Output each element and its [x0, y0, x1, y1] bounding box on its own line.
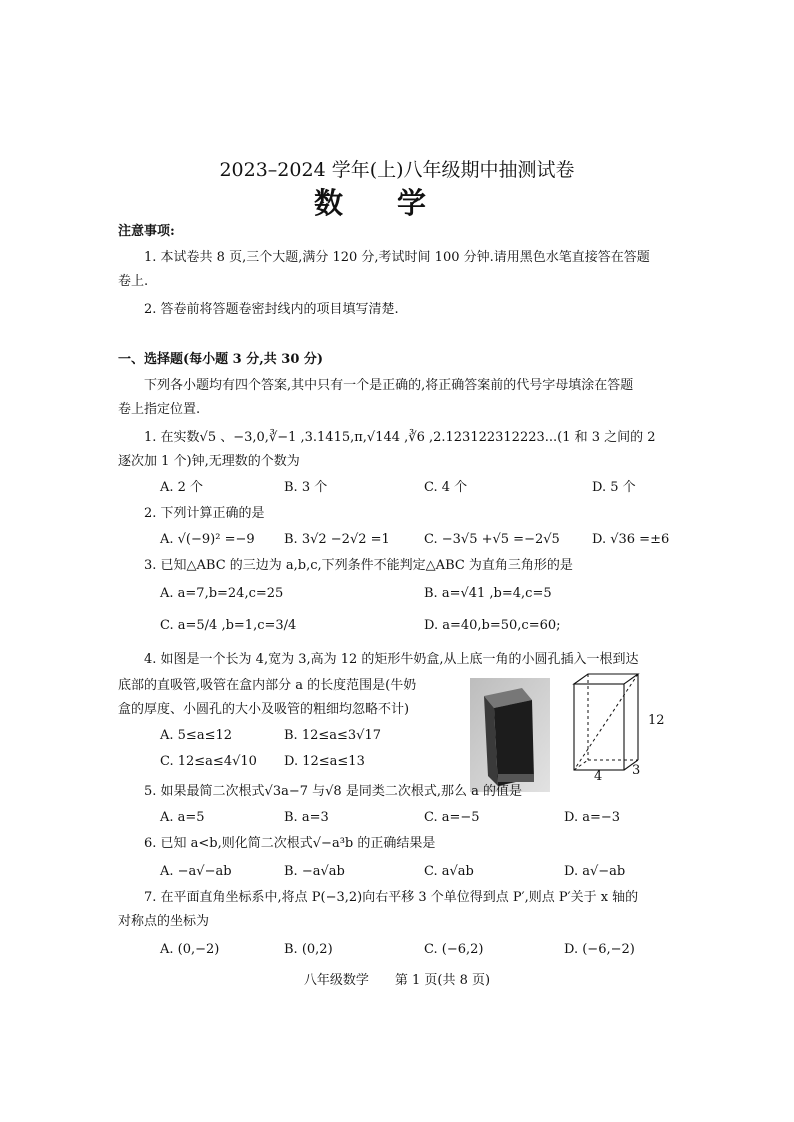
notes-item-1-line-2: 卷上. — [118, 274, 149, 289]
q5-option-a: A. a=5 — [160, 810, 205, 825]
q6-option-b: B. −a√ab — [284, 864, 345, 879]
notes-item-2: 2. 答卷前将答题卷密封线内的项目填写清楚. — [144, 302, 399, 317]
section-1-intro-line-2: 卷上指定位置. — [118, 402, 201, 417]
q6-stem: 6. 已知 a<b,则化简二次根式√−a³b 的正确结果是 — [144, 836, 436, 851]
q3-stem: 3. 已知△ABC 的三边为 a,b,c,下列条件不能判定△ABC 为直角三角形的是 — [144, 558, 573, 573]
q1-option-a: A. 2 个 — [160, 480, 204, 495]
q4-stem-line-3: 盒的厚度、小圆孔的大小及吸管的粗细均忽略不计) — [118, 702, 410, 717]
q7-stem-line-1: 7. 在平面直角坐标系中,将点 P(−3,2)向右平移 3 个单位得到点 P′,则点 P′关于 x 轴的 — [144, 890, 639, 905]
q4-option-d: D. 12≤a≤13 — [284, 754, 365, 769]
q2-option-b: B. 3√2 −2√2 =1 — [284, 532, 390, 547]
q7-option-d: D. (−6,−2) — [564, 942, 635, 957]
section-1-heading: 一、选择题(每小题 3 分,共 30 分) — [118, 352, 324, 367]
q4-stem-line-2: 底部的直吸管,吸管在盒内部分 a 的长度范围是(牛奶 — [118, 678, 417, 693]
milk-carton-photo — [470, 678, 550, 792]
box-hidden-left-edge — [574, 760, 588, 770]
straw-diagonal — [574, 674, 638, 770]
q1-option-d: D. 5 个 — [592, 480, 636, 495]
subject-title: 数学 — [313, 186, 480, 220]
q1-stem-line-1: 1. 在实数√5 、−3,0,∛−1 ,3.1415,π,√144 ,∛6 ,2.123122312223...(1 和 3 之间的 2 — [144, 430, 656, 445]
q3-option-c: C. a=5/4 ,b=1,c=3/4 — [160, 618, 297, 633]
q4-option-b: B. 12≤a≤3√17 — [284, 728, 381, 743]
q3-option-b: B. a=√41 ,b=4,c=5 — [424, 586, 552, 601]
notes-item-1-line-1: 1. 本试卷共 8 页,三个大题,满分 120 分,考试时间 100 分钟.请用黑色水笔直接答在答题 — [144, 250, 650, 265]
box-figure — [568, 670, 668, 780]
q4-option-c: C. 12≤a≤4√10 — [160, 754, 257, 769]
label-length: 4 — [594, 769, 603, 780]
q2-option-d: D. √36 =±6 — [592, 532, 670, 547]
q2-stem: 2. 下列计算正确的是 — [144, 506, 265, 521]
q5-stem: 5. 如果最简二次根式√3a−7 与√8 是同类二次根式,那么 a 的值是 — [144, 784, 522, 799]
q5-option-c: C. a=−5 — [424, 810, 480, 825]
q6-option-a: A. −a√−ab — [160, 864, 232, 879]
page-footer: 八年级数学 第 1 页(共 8 页) — [303, 973, 491, 988]
q3-option-d: D. a=40,b=50,c=60; — [424, 618, 561, 633]
q6-option-c: C. a√ab — [424, 864, 474, 879]
q4-stem-line-1: 4. 如图是一个长为 4,宽为 3,高为 12 的矩形牛奶盒,从上底一角的小圆孔插入一根到达 — [144, 652, 639, 667]
box-front-face — [574, 684, 624, 770]
q7-option-c: C. (−6,2) — [424, 942, 484, 957]
box-top-face — [574, 674, 638, 684]
exam-title: 2023–2024 学年(上)八年级期中抽测试卷 — [219, 159, 575, 181]
q2-option-a: A. √(−9)² =−9 — [160, 532, 255, 547]
q6-option-d: D. a√−ab — [564, 864, 626, 879]
notes-heading: 注意事项: — [118, 224, 175, 239]
q5-option-d: D. a=−3 — [564, 810, 621, 825]
label-width: 3 — [632, 763, 641, 778]
q1-stem-line-2: 逐次加 1 个)钟,无理数的个数为 — [118, 454, 300, 469]
q2-option-c: C. −3√5 +√5 =−2√5 — [424, 532, 560, 547]
q1-option-b: B. 3 个 — [284, 480, 328, 495]
q7-stem-line-2: 对称点的坐标为 — [118, 914, 210, 929]
q4-option-a: A. 5≤a≤12 — [160, 728, 233, 743]
q3-option-a: A. a=7,b=24,c=25 — [160, 586, 284, 601]
q7-option-a: A. (0,−2) — [160, 942, 220, 957]
section-1-intro-line-1: 下列各小题均有四个答案,其中只有一个是正确的,将正确答案前的代号字母填涂在答题 — [144, 378, 634, 393]
q1-option-c: C. 4 个 — [424, 480, 468, 495]
q7-option-b: B. (0,2) — [284, 942, 333, 957]
label-height: 12 — [648, 713, 665, 728]
q5-option-b: B. a=3 — [284, 810, 329, 825]
